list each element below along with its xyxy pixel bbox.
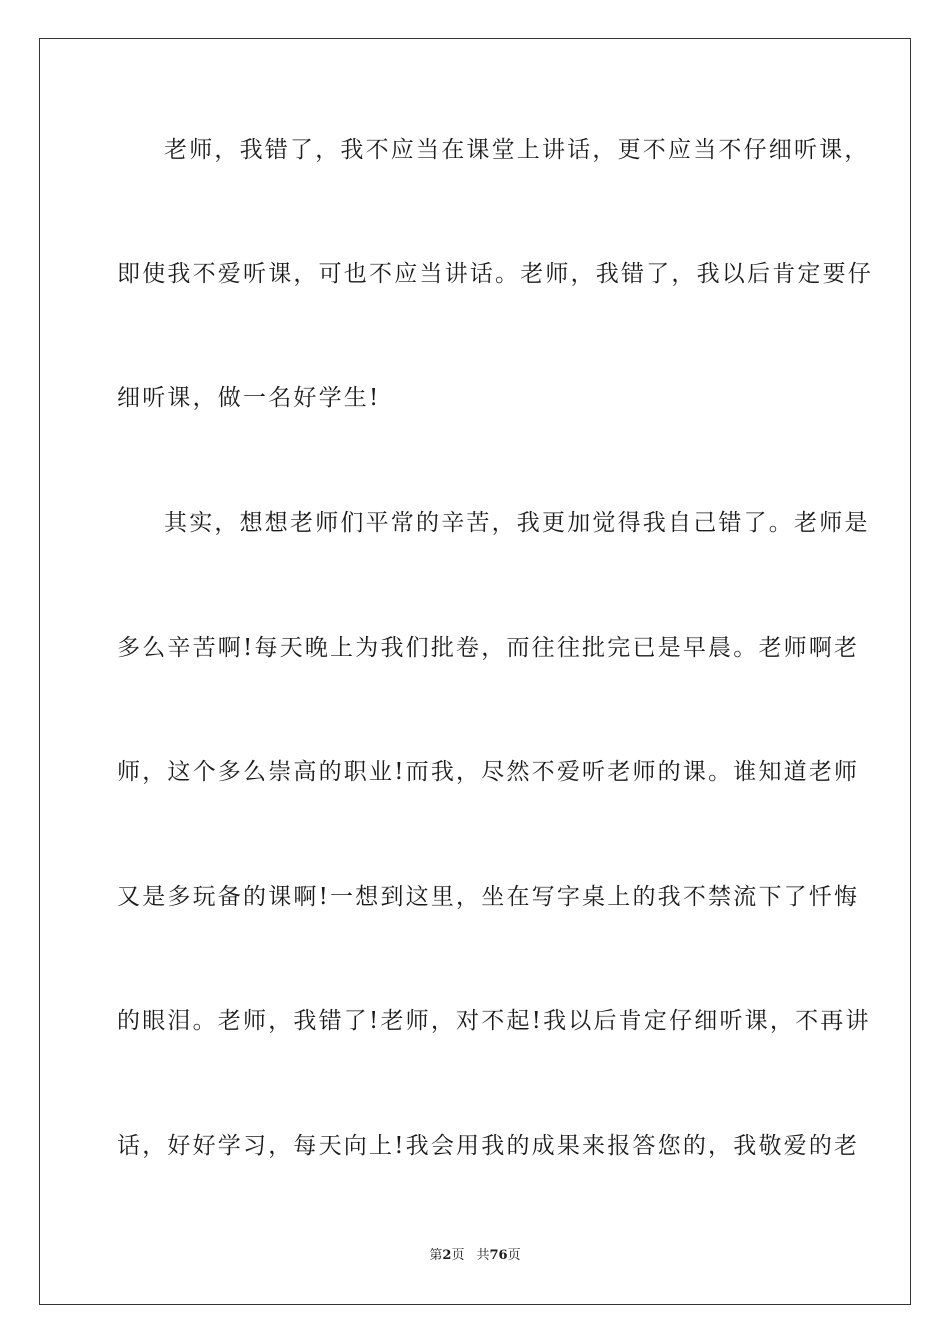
paragraph-2-line-1: 其实，想想老师们平常的辛苦，我更加觉得我自己错了。老师是 (164, 510, 870, 536)
paragraph-1-line-3: 细听课，做一名好学生! (117, 385, 381, 411)
total-page-count: 76 (489, 1248, 508, 1263)
paragraph-1-line-1: 老师，我错了，我不应当在课堂上讲话，更不应当不仔细听课， (164, 137, 870, 163)
paragraph-2-line-6: 话，好好学习，每天向上!我会用我的成果来报答您的，我敬爱的老 (117, 1133, 860, 1159)
paragraph-2-line-2: 多么辛苦啊!每天晚上为我们批卷，而往往批完已是早晨。老师啊老 (117, 635, 860, 661)
paragraph-1-line-2: 即使我不爱听课，可也不应当讲话。老师，我错了，我以后肯定要仔 (117, 261, 873, 287)
page-border (39, 38, 911, 1305)
page-prefix: 第 (429, 1248, 443, 1263)
total-suffix: 页 (507, 1248, 521, 1263)
page-suffix: 页 (451, 1248, 465, 1263)
paragraph-2-line-4: 又是多玩备的课啊!一想到这里，坐在写字桌上的我不禁流下了忏悔 (117, 884, 860, 910)
paragraph-2-line-5: 的眼泪。老师，我错了!老师，对不起!我以后肯定仔细听课，不再讲 (117, 1008, 871, 1034)
page-footer (0, 1247, 950, 1265)
current-page-number: 2 (442, 1248, 452, 1263)
total-prefix: 共 (476, 1248, 490, 1263)
paragraph-2-line-3: 师，这个多么崇高的职业!而我，尽然不爱听老师的课。谁知道老师 (117, 759, 860, 785)
